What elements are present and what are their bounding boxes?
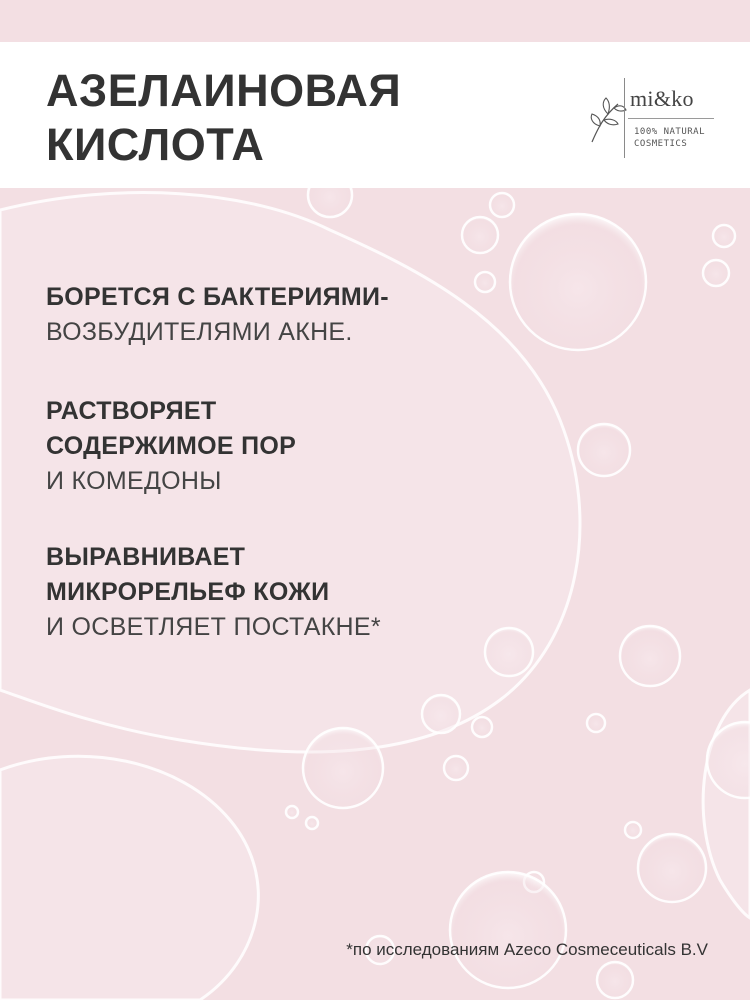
footnote: *по исследованиям Azeco Cosmeceuticals B.V — [346, 940, 708, 959]
logo-tagline-line-2: COSMETICS — [634, 139, 688, 149]
page-title — [46, 64, 401, 172]
logo-divider — [624, 78, 625, 158]
benefit-detail: И КОМЕДОНЫ — [46, 467, 222, 495]
benefit-detail: И ОСВЕТЛЯЕТ ПОСТАКНЕ* — [46, 613, 381, 641]
brand-logo — [588, 76, 718, 166]
logo-tagline-line-1: 100% NATURAL — [634, 127, 706, 137]
logo-tagline — [634, 126, 705, 150]
page-title-line-1: АЗЕЛАИНОВАЯ — [46, 65, 402, 116]
benefit-antibacterial — [46, 280, 389, 350]
benefit-heading: РАСТВОРЯЕТ — [46, 397, 217, 425]
benefit-heading: БОРЕТСЯ С БАКТЕРИЯМИ- — [46, 283, 389, 311]
header-banner — [0, 42, 750, 188]
benefit-heading-2: СОДЕРЖИМОЕ ПОР — [46, 432, 297, 460]
page-title-line-2: КИСЛОТА — [46, 119, 265, 170]
leaf-branch-icon — [588, 84, 628, 144]
logo-brand-name: mi&ko — [630, 86, 694, 111]
benefit-skin-texture — [46, 540, 381, 645]
benefit-pore-cleansing — [46, 394, 296, 499]
logo-rule — [628, 118, 714, 119]
benefit-heading-2: МИКРОРЕЛЬЕФ КОЖИ — [46, 578, 330, 606]
benefit-detail: ВОЗБУДИТЕЛЯМИ АКНЕ. — [46, 318, 353, 346]
benefit-heading: ВЫРАВНИВАЕТ — [46, 543, 246, 571]
